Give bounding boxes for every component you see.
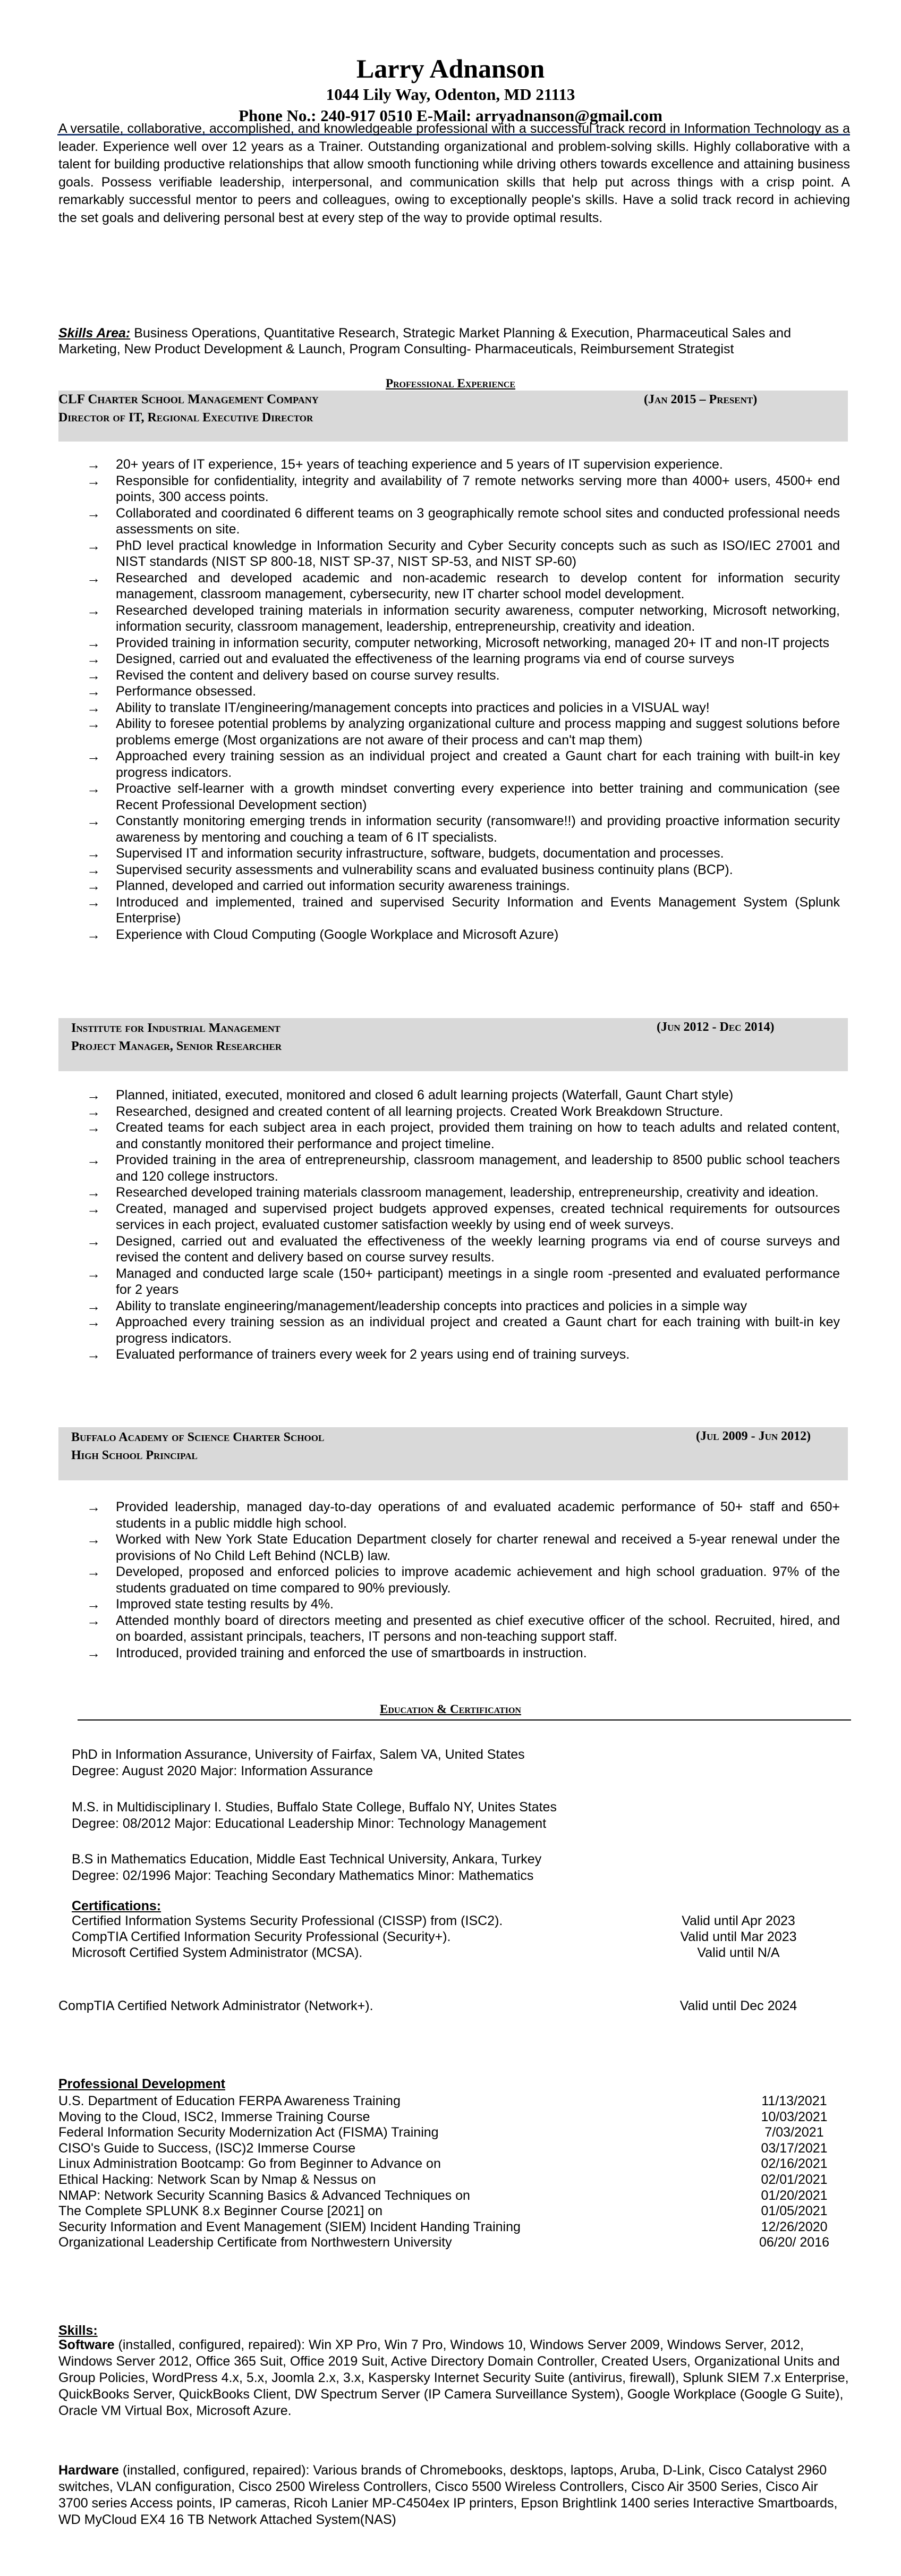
job-bullet — [87, 1564, 840, 1596]
job-bullet — [87, 781, 840, 813]
course-name: Security Information and Event Management (SIEM) Incident Handing Training — [58, 2219, 521, 2234]
arrow-bullet-icon: → — [87, 1596, 100, 1612]
certification-row — [72, 1913, 847, 1929]
professional-development-row — [58, 2156, 855, 2172]
arrow-bullet-icon: → — [87, 1120, 100, 1136]
applicant-contact: Phone No.: 240-917 0510 E-Mail: arryadnanson@gmail.com — [239, 106, 662, 125]
skills-area — [58, 325, 850, 357]
arrow-bullet-icon: → — [87, 1152, 100, 1168]
job-bullet-text: Approached every training session as an individual project and created a Gaunt chart for each training with built-in key progress indicators. — [116, 749, 840, 780]
job-bullet — [87, 1087, 840, 1104]
course-date: 11/13/2021 — [761, 2094, 827, 2108]
arrow-bullet-icon: → — [87, 1564, 100, 1580]
job-bullet-text: 20+ years of IT experience, 15+ years of teaching experience and 5 years of IT supervision experience. — [116, 457, 723, 472]
job-bullet-text: Revised the content and delivery based on course survey results. — [116, 667, 500, 683]
job-bullet-text: Performance obsessed. — [116, 684, 257, 699]
course-date: 02/16/2021 — [761, 2156, 828, 2172]
course-name: Federal Information Security Modernization Act (FISMA) Training — [58, 2125, 439, 2140]
job-bullets-clf — [87, 456, 840, 943]
job-bullet — [87, 1233, 840, 1266]
course-name: Moving to the Cloud, ISC2, Immerse Training Course — [58, 2109, 370, 2124]
job-bullet — [87, 1152, 840, 1184]
arrow-bullet-icon: → — [87, 861, 100, 878]
job-bullet — [87, 1201, 840, 1233]
certification-valid: Valid until Mar 2023 — [680, 1929, 797, 1944]
job-bullet — [87, 473, 840, 505]
arrow-bullet-icon: → — [87, 1314, 100, 1330]
certifications-label: Certifications: — [72, 1899, 162, 1913]
job-bullet — [87, 1104, 840, 1120]
job-bullet — [87, 700, 840, 716]
skills-software — [58, 2337, 850, 2419]
job-bullet-text: Constantly monitoring emerging trends in information security (ransomware!!) and providing proactive information security awareness by mentoring and couching a team of 6 IT specialists. — [116, 814, 840, 845]
job-bullet — [87, 538, 840, 570]
certification-valid: Valid until N/A — [697, 1945, 780, 1960]
job-bullet-text: Designed, carried out and evaluated the effectiveness of the learning programs via end of course surveys — [116, 651, 735, 666]
job-org: Institute for Industrial Management — [71, 1021, 280, 1035]
arrow-bullet-icon: → — [87, 1346, 100, 1362]
job-bullet-text: Collaborated and coordinated 6 different teams on 3 geographically remote school sites and conducted professional needs assessments on site. — [116, 505, 840, 537]
job-bullet-text: Introduced and implemented, trained and supervised Security Information and Events Management System (Splunk Enterprise) — [116, 894, 840, 926]
certification-row-extra — [58, 1998, 855, 2014]
job-header-buffalo — [58, 1427, 848, 1480]
job-bullet-text: Provided training in information security, computer networking, Microsoft networking, managed 20+ IT and non-IT projects — [116, 635, 830, 650]
education-section-title: Education & Certification — [380, 1702, 521, 1716]
job-bullet — [87, 1266, 840, 1298]
arrow-bullet-icon: → — [87, 667, 100, 683]
skills-hardware-text: (installed, configured, repaired): Various brands of Chromebooks, desktops, laptops, Aruba, D-Link, Cisco Catalyst 2960 switches, VLAN configuration, Cisco 2500 Wireless Controllers, Cisco 5500 Wireless Controllers, Cisco Air 3500 Series, Cisco Air 3700 series Access points, IP cameras, Ricoh Lanier MP-C4504ex IP printers, Epson Brightlink 1400 series Interactive Smartboards, WD MyCloud EX4 16 TB Network Attached System(NAS) — [58, 2463, 838, 2527]
job-bullet — [87, 716, 840, 748]
arrow-bullet-icon: → — [87, 505, 100, 521]
job-bullet-text: Evaluated performance of trainers every week for 2 years using end of training surveys. — [116, 1347, 630, 1362]
certification-valid: Valid until Apr 2023 — [682, 1913, 795, 1928]
job-bullet-text: Worked with New York State Education Department closely for charter renewal and received a 5-year renewal under the provisions of No Child Left Behind (NCLB) law. — [116, 1532, 840, 1563]
job-bullet-text: Planned, initiated, executed, monitored and closed 6 adult learning projects (Waterfall, Gaunt Chart style) — [116, 1088, 734, 1103]
course-date: 10/03/2021 — [761, 2109, 828, 2124]
job-dates: (Jul 2009 - Jun 2012) — [696, 1429, 811, 1443]
course-date: 7/03/2021 — [764, 2125, 824, 2140]
arrow-bullet-icon: → — [87, 748, 100, 764]
job-bullet — [87, 456, 840, 473]
course-date: 12/26/2020 — [761, 2219, 828, 2234]
arrow-bullet-icon: → — [87, 894, 100, 910]
job-bullet — [87, 683, 840, 700]
applicant-name: Larry Adnanson — [356, 54, 545, 83]
job-role: High School Principal — [71, 1448, 198, 1462]
applicant-address: 1044 Lily Way, Odenton, MD 21113 — [326, 85, 575, 104]
job-bullet-text: Developed, proposed and enforced policies to improve academic achievement and high school graduation. 97% of the students graduated on time compared to 90% previously. — [116, 1564, 840, 1596]
education-entry-phd — [72, 1747, 525, 1780]
job-bullet-text: Provided training in the area of entrepreneurship, classroom management, and leadership to 8500 public school teachers and 120 college instructors. — [116, 1153, 840, 1184]
course-date: 01/05/2021 — [761, 2204, 828, 2219]
course-date: 03/17/2021 — [761, 2140, 828, 2156]
arrow-bullet-icon: → — [87, 472, 100, 489]
resume-header — [0, 53, 901, 126]
course-name: Linux Administration Bootcamp: Go from Beginner to Advance on — [58, 2156, 441, 2172]
arrow-bullet-icon: → — [87, 1087, 100, 1103]
arrow-bullet-icon: → — [87, 456, 100, 472]
course-date: 06/20/ 2016 — [759, 2235, 830, 2250]
job-bullet-text: Planned, developed and carried out information security awareness trainings. — [116, 878, 570, 893]
job-bullet-text: Ability to translate IT/engineering/management concepts into practices and policies in a VISUAL way! — [116, 700, 710, 715]
professional-development-row — [58, 2141, 855, 2157]
job-bullet — [87, 1298, 840, 1315]
arrow-bullet-icon: → — [87, 1200, 100, 1217]
professional-summary: A versatile, collaborative, accomplished, and knowledgeable professional with a successful track record in Information Technology as a leader. Experience well over 12 years as a Trainer. Outstanding organizational and problem-solving skills. Highly collaborative with a talent for building productive relationships that allow smooth functioning while driving others towards excellence and attaining business goals. Possess verifiable leadership, interpersonal, and communication skills that help put across things with a crisp point. A remarkably successful mentor to peers and colleagues, owing to exceptionally people's skills. Have a solid track record in achieving the set goals and delivering personal best at every step of the way to provide optimal results. — [58, 121, 850, 225]
course-date: 01/20/2021 — [761, 2188, 828, 2203]
job-bullet — [87, 813, 840, 845]
arrow-bullet-icon: → — [87, 1645, 100, 1661]
job-bullet-text: Supervised IT and information security infrastructure, software, budgets, documentation and processes. — [116, 846, 724, 861]
professional-development-row — [58, 2204, 855, 2219]
job-bullet — [87, 1346, 840, 1363]
job-role: Project Manager, Senior Researcher — [71, 1039, 282, 1053]
job-bullet-text: Researched and developed academic and non-academic research to develop content for information security management, classroom management, cybersecurity, new IT charter school model development. — [116, 570, 840, 601]
arrow-bullet-icon: → — [87, 1233, 100, 1249]
certification-name: CompTIA Certified Information Security Professional (Security+). — [72, 1929, 451, 1944]
job-bullet — [87, 1645, 840, 1662]
experience-section-title: Professional Experience — [385, 377, 516, 390]
skills-area-label: Skills Area: — [58, 326, 131, 341]
job-bullet — [87, 505, 840, 538]
job-bullet — [87, 862, 840, 878]
arrow-bullet-icon: → — [87, 781, 100, 796]
arrow-bullet-icon: → — [87, 570, 100, 586]
job-bullet-text: Attended monthly board of directors meeting and presented as chief executive officer of the school. Recruited, hired, and on boarded, assistant principals, teachers, IT persons and non-teaching support staff. — [116, 1613, 840, 1644]
skills-software-label: Software — [58, 2337, 115, 2352]
professional-development-row — [58, 2109, 855, 2125]
job-org: Buffalo Academy of Science Charter School — [71, 1430, 325, 1444]
course-name: Ethical Hacking: Network Scan by Nmap & Nessus on — [58, 2172, 376, 2187]
job-bullet — [87, 1184, 840, 1201]
arrow-bullet-icon: → — [87, 926, 100, 943]
job-header-iim — [58, 1018, 848, 1071]
skills-hardware — [58, 2462, 850, 2528]
arrow-bullet-icon: → — [87, 683, 100, 699]
job-bullet — [87, 1499, 840, 1531]
skills-software-text: (installed, configured, repaired): Win XP Pro, Win 7 Pro, Windows 10, Windows Server 2009, Windows Server, 2012, Windows Server 2012, Office 365 Suit, Office 2019 Suit, Active Directory Domain Controller, Created Users, Organizational Units and Group Policies, WordPress 4.x, 5.x, Joomla 2.x, 3.x, Kaspersky Internet Security Suite (antivirus, firewall), Splunk SIEM 7.x Enterprise, QuickBooks Server, QuickBooks Client, DW Spectrum Server (IP Camera Surveillance System), Google Workplace (Google G Suite), Oracle VM Virtual Box, Microsoft Azure. — [58, 2337, 849, 2418]
job-org: CLF Charter School Management Company — [58, 392, 319, 406]
job-role: Director of IT, Regional Executive Director — [58, 411, 313, 425]
education-degree: PhD in Information Assurance, University of Fairfax, Salem VA, United States — [72, 1747, 525, 1762]
job-header-clf — [58, 391, 848, 442]
education-details: Degree: 08/2012 Major: Educational Leadership Minor: Technology Management — [72, 1816, 547, 1831]
job-bullet-text: Supervised security assessments and vulnerability scans and evaluated business continuity plans (BCP). — [116, 862, 733, 877]
education-divider — [78, 1719, 851, 1721]
job-bullet-text: Experience with Cloud Computing (Google Workplace and Microsoft Azure) — [116, 927, 559, 942]
job-bullet-text: Ability to foresee potential problems by analyzing organizational culture and process mapping and suggest solutions before problems emerge (Most organizations are not aware of their process and can't map them) — [116, 716, 840, 748]
certification-name: Microsoft Certified System Administrator (MCSA). — [72, 1945, 363, 1960]
certification-valid: Valid until Dec 2024 — [679, 1998, 797, 2013]
professional-development-row — [58, 2188, 855, 2204]
course-name: Organizational Leadership Certificate from Northwestern University — [58, 2235, 452, 2250]
skills-area-text: Business Operations, Quantitative Research, Strategic Market Planning & Execution, Pharmaceutical Sales and Marketing, New Product Development & Launch, Program Consulting- Pharmaceuticals, Reimbursement Strategist — [58, 326, 791, 357]
job-bullet — [87, 1314, 840, 1346]
arrow-bullet-icon: → — [87, 1499, 100, 1515]
professional-development-row — [58, 2125, 855, 2141]
certification-row — [72, 1929, 847, 1945]
job-dates: (Jan 2015 – Present) — [644, 393, 758, 406]
arrow-bullet-icon: → — [87, 716, 100, 732]
arrow-bullet-icon: → — [87, 1531, 100, 1547]
job-bullets-iim — [87, 1087, 840, 1363]
professional-development-row — [58, 2219, 855, 2235]
job-bullet-text: Proactive self-learner with a growth mindset converting every experience into better training and communication (see Recent Professional Development section) — [116, 781, 840, 812]
arrow-bullet-icon: → — [87, 813, 100, 829]
professional-development-row — [58, 2094, 855, 2109]
arrow-bullet-icon: → — [87, 537, 100, 554]
course-name: U.S. Department of Education FERPA Awareness Training — [58, 2094, 401, 2108]
job-bullet-text: Created, managed and supervised project budgets approved expenses, created technical requirements for outsources services in each project, evaluated customer satisfaction weekly by using end of week surveys. — [116, 1201, 840, 1232]
job-bullet-text: Designed, carried out and evaluated the effectiveness of the weekly learning programs via end of course surveys and revised the content and delivery based on course survey results. — [116, 1233, 840, 1265]
education-entry-ms — [72, 1799, 557, 1832]
arrow-bullet-icon: → — [87, 878, 100, 894]
professional-development-row — [58, 2235, 855, 2251]
course-name: NMAP: Network Security Scanning Basics & Advanced Techniques on — [58, 2188, 470, 2203]
course-name: CISO's Guide to Success, (ISC)2 Immerse Course — [58, 2140, 356, 2156]
job-bullet — [87, 570, 840, 603]
certification-row — [72, 1945, 847, 1961]
job-bullets-buffalo — [87, 1499, 840, 1661]
arrow-bullet-icon: → — [87, 602, 100, 618]
job-bullet — [87, 1613, 840, 1645]
job-bullet-text: Provided leadership, managed day-to-day operations of and evaluated academic performance of 50+ staff and 650+ students in a public middle high school. — [116, 1499, 840, 1531]
job-bullet — [87, 845, 840, 862]
job-bullet — [87, 748, 840, 781]
job-bullet-text: Introduced, provided training and enforced the use of smartboards in instruction. — [116, 1645, 587, 1660]
course-name: The Complete SPLUNK 8.x Beginner Course [2021] on — [58, 2204, 383, 2219]
certification-name: Certified Information Systems Security Professional (CISSP) from (ISC2). — [72, 1913, 503, 1928]
education-details: Degree: 02/1996 Major: Teaching Secondary Mathematics Minor: Mathematics — [72, 1868, 534, 1883]
job-bullet — [87, 1596, 840, 1613]
arrow-bullet-icon: → — [87, 1298, 100, 1314]
arrow-bullet-icon: → — [87, 1265, 100, 1282]
job-bullet — [87, 651, 840, 667]
course-date: 02/01/2021 — [761, 2172, 828, 2187]
job-bullet-text: Responsible for confidentiality, integrity and availability of 7 remote networks serving more than 4000+ users, 4500+ end points, 300 access points. — [116, 473, 840, 504]
job-bullet-text: Researched developed training materials in information security awareness, computer networking, Microsoft networking, information security, classroom management, leadership, entrepreneurship, creativity and ideation. — [116, 603, 840, 634]
professional-development-label: Professional Development — [58, 2077, 225, 2091]
arrow-bullet-icon: → — [87, 634, 100, 651]
arrow-bullet-icon: → — [87, 651, 100, 667]
job-bullet-text: Researched, designed and created content of all learning projects. Created Work Breakdown Structure. — [116, 1104, 724, 1119]
job-bullet-text: PhD level practical knowledge in Information Security and Cyber Security concepts such as such as ISO/IEC 27001 and NIST standards (NIST SP 800-18, NIST SP-37, NIST SP-53, and NIST SP-60) — [116, 538, 840, 569]
arrow-bullet-icon: → — [87, 1612, 100, 1629]
education-degree: B.S in Mathematics Education, Middle East Technical University, Ankara, Turkey — [72, 1852, 542, 1867]
skills-hardware-label: Hardware — [58, 2463, 119, 2478]
job-bullet-text: Researched developed training materials classroom management, leadership, entrepreneurship, creativity and ideation. — [116, 1185, 819, 1200]
job-bullet-text: Ability to translate engineering/management/leadership concepts into practices and policies in a simple way — [116, 1298, 747, 1314]
job-bullet-text: Created teams for each subject area in each project, provided them training on how to teach adults and related content, and constantly monitored their performance and project timeline. — [116, 1120, 840, 1151]
arrow-bullet-icon: → — [87, 845, 100, 861]
skills-label: Skills: — [58, 2323, 98, 2338]
arrow-bullet-icon: → — [87, 1184, 100, 1200]
job-bullet — [87, 878, 840, 894]
arrow-bullet-icon: → — [87, 699, 100, 716]
education-entry-bs — [72, 1851, 541, 1884]
job-bullet — [87, 894, 840, 927]
job-bullet — [87, 603, 840, 635]
arrow-bullet-icon: → — [87, 1103, 100, 1120]
job-bullet-text: Approached every training session as an individual project and created a Gaunt chart for each training with built-in key progress indicators. — [116, 1315, 840, 1346]
job-bullet — [87, 1120, 840, 1152]
job-bullet-text: Managed and conducted large scale (150+ participant) meetings in a single room -presented and evaluated performance for 2 years — [116, 1266, 840, 1297]
job-bullet — [87, 667, 840, 684]
job-bullet — [87, 1531, 840, 1564]
job-dates: (Jun 2012 - Dec 2014) — [657, 1020, 775, 1034]
job-bullet — [87, 927, 840, 943]
professional-development-row — [58, 2172, 855, 2188]
job-bullet — [87, 635, 840, 651]
certification-name: CompTIA Certified Network Administrator (Network+). — [58, 1998, 373, 2013]
education-degree: M.S. in Multidisciplinary I. Studies, Buffalo State College, Buffalo NY, Unites States — [72, 1800, 557, 1815]
education-details: Degree: August 2020 Major: Information Assurance — [72, 1764, 373, 1778]
job-bullet-text: Improved state testing results by 4%. — [116, 1597, 334, 1612]
